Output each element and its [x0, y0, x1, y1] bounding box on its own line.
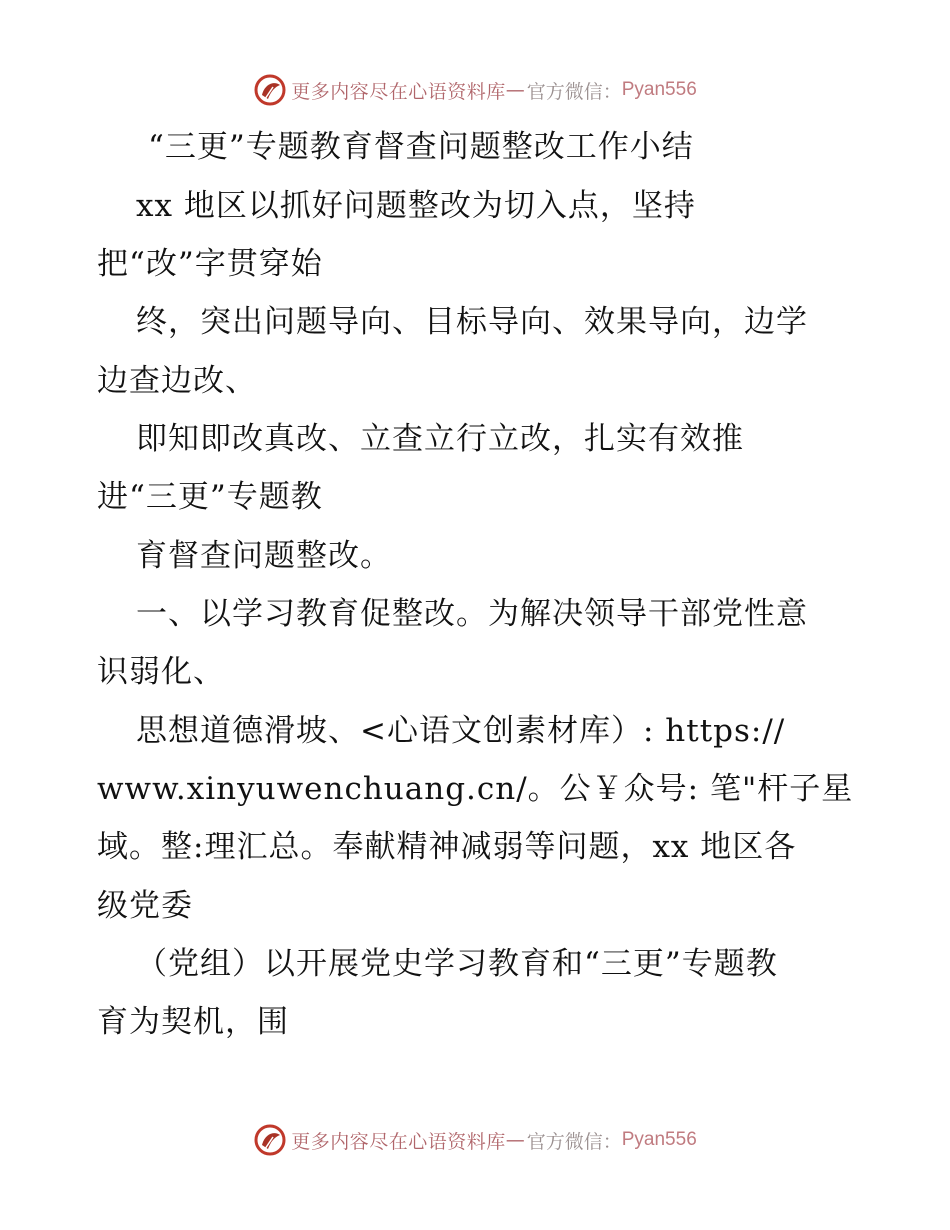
paragraph-line: xx 地区以抓好问题整改为切入点，坚持 [136, 188, 696, 224]
watermark-dash: — [505, 79, 525, 101]
paragraph-line: 识弱化、 [97, 654, 225, 690]
paragraph-line: 边查边改、 [97, 363, 257, 399]
document-title: “三更”专题教育督查问题整改工作小结 [148, 129, 694, 165]
paragraph-line: 育督查问题整改。 [136, 538, 392, 574]
watermark-footer [0, 1120, 950, 1160]
paragraph-line: 一、以学习教育促整改。为解决领导干部党性意 [136, 596, 808, 632]
watermark-text: 更多内容尽在心语资料库 [291, 1130, 506, 1153]
paragraph-line: 终，突出问题导向、目标导向、效果导向，边学 [136, 304, 808, 340]
paragraph-line: 域。整:理汇总。奉献精神减弱等问题，xx 地区各 [97, 829, 797, 865]
leaf-swirl-logo-icon [253, 1123, 287, 1157]
watermark-dash: — [505, 1129, 525, 1151]
paragraph-line: 进“三更”专题教 [97, 479, 323, 515]
watermark-wechat-label: 官方微信： [526, 1130, 622, 1153]
paragraph-line: （党组）以开展党史学习教育和“三更”专题教 [136, 946, 778, 982]
watermark-wechat-label: 官方微信： [526, 80, 622, 103]
paragraph-line: 即知即改真改、立查立行立改，扎实有效推 [136, 421, 744, 457]
paragraph-line: 级党委 [97, 888, 193, 924]
paragraph-line: 育为契机，围 [97, 1004, 289, 1040]
watermark-text: 更多内容尽在心语资料库 [291, 80, 506, 103]
paragraph-line: 思想道德滑坡、<心语文创素材库）: https:// [136, 713, 786, 749]
paragraph-line: 把“改”字贯穿始 [97, 246, 323, 282]
watermark-wechat-id: Pyan556 [621, 79, 697, 100]
watermark-wechat-id: Pyan556 [621, 1129, 697, 1150]
paragraph-line: www.xinyuwenchuang.cn/。公￥众号: 笔"杆子星 [97, 771, 854, 807]
